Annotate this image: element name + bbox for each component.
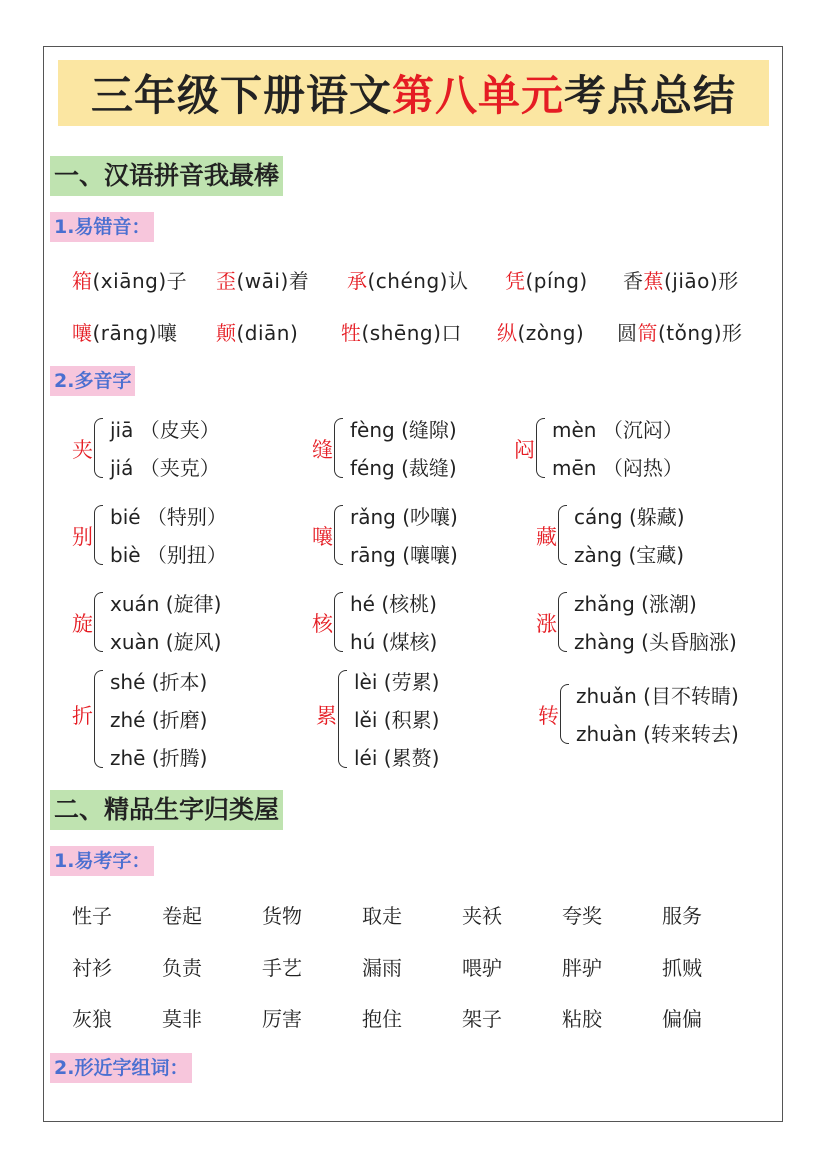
word-item: 厉害 (262, 1007, 302, 1031)
word-item: 抱住 (362, 1007, 402, 1031)
word-item: 夸奖 (562, 904, 602, 928)
word-item: 取走 (362, 904, 402, 928)
title-part2: 第八单元 (391, 71, 564, 120)
word-item: 抓贼 (662, 956, 702, 980)
polyphone-group: 旋 xuán (旋律) xuàn (旋风) (72, 592, 222, 654)
error-item: 颠(diān) (216, 321, 299, 345)
error-item: 凭(píng) (505, 269, 588, 293)
error-item: 纵(zòng) (497, 321, 585, 345)
word-item: 性子 (72, 904, 112, 928)
word-item: 架子 (462, 1007, 502, 1031)
polyphone-group: 嚷 rǎng (吵嚷) rāng (嚷嚷) (312, 505, 458, 567)
polyphone-group: 藏 cáng (躲藏) zàng (宝藏) (536, 505, 685, 567)
polyphone-group: 别 bié （特别） biè （别扭） (72, 505, 227, 567)
word-item: 灰狼 (72, 1007, 112, 1031)
title-part1: 三年级下册语文 (90, 71, 392, 120)
word-item: 夹袄 (462, 904, 502, 928)
polyphone-group: 折 shé (折本) zhé (折磨) zhē (折腾) (72, 670, 208, 770)
error-item: 香蕉(jiāo)形 (623, 269, 739, 293)
word-item: 服务 (662, 904, 702, 928)
page-title (58, 60, 769, 126)
word-item: 喂驴 (462, 956, 502, 980)
word-item: 偏偏 (662, 1007, 702, 1031)
section-heading-characters: 二、精品生字归类屋 (50, 790, 283, 830)
polyphone-group: 核 hé (核桃) hú (煤核) (312, 592, 438, 654)
word-item: 手艺 (262, 956, 302, 980)
error-item: 箱(xiāng)子 (72, 269, 188, 293)
polyphone-group: 夹 jiā （皮夹） jiá （夹克） (72, 418, 220, 480)
word-item: 卷起 (162, 904, 202, 928)
word-item: 胖驴 (562, 956, 602, 980)
polyphone-group: 缝 fèng (缝隙) féng (裁缝) (312, 418, 457, 480)
word-item: 漏雨 (362, 956, 402, 980)
subheading-common-words: 1.易考字： (50, 846, 154, 876)
word-item: 莫非 (162, 1007, 202, 1031)
error-item: 圆筒(tǒng)形 (617, 321, 743, 345)
word-item: 粘胶 (562, 1007, 602, 1031)
subheading-polyphones: 2.多音字 (50, 366, 135, 396)
word-item: 负责 (162, 956, 202, 980)
error-item: 牲(shēng)口 (341, 321, 462, 345)
word-item: 衬衫 (72, 956, 112, 980)
polyphone-group: 转 zhuǎn (目不转睛) zhuàn (转来转去) (538, 684, 739, 746)
section-heading-pinyin: 一、汉语拼音我最棒 (50, 156, 283, 196)
title-part3: 考点总结 (564, 71, 737, 120)
subheading-similar-chars: 2.形近字组词： (50, 1053, 192, 1083)
error-item: 承(chéng)认 (347, 269, 469, 293)
polyphone-group: 闷 mèn （沉闷） mēn （闷热） (514, 418, 683, 480)
subheading-error-prone: 1.易错音： (50, 212, 154, 242)
word-item: 货物 (262, 904, 302, 928)
polyphone-group: 涨 zhǎng (涨潮) zhàng (头昏脑涨) (536, 592, 737, 654)
polyphone-group: 累 lèi (劳累) lěi (积累) léi (累赘) (316, 670, 440, 770)
error-item: 嚷(rāng)嚷 (72, 321, 178, 345)
error-item: 歪(wāi)着 (216, 269, 310, 293)
